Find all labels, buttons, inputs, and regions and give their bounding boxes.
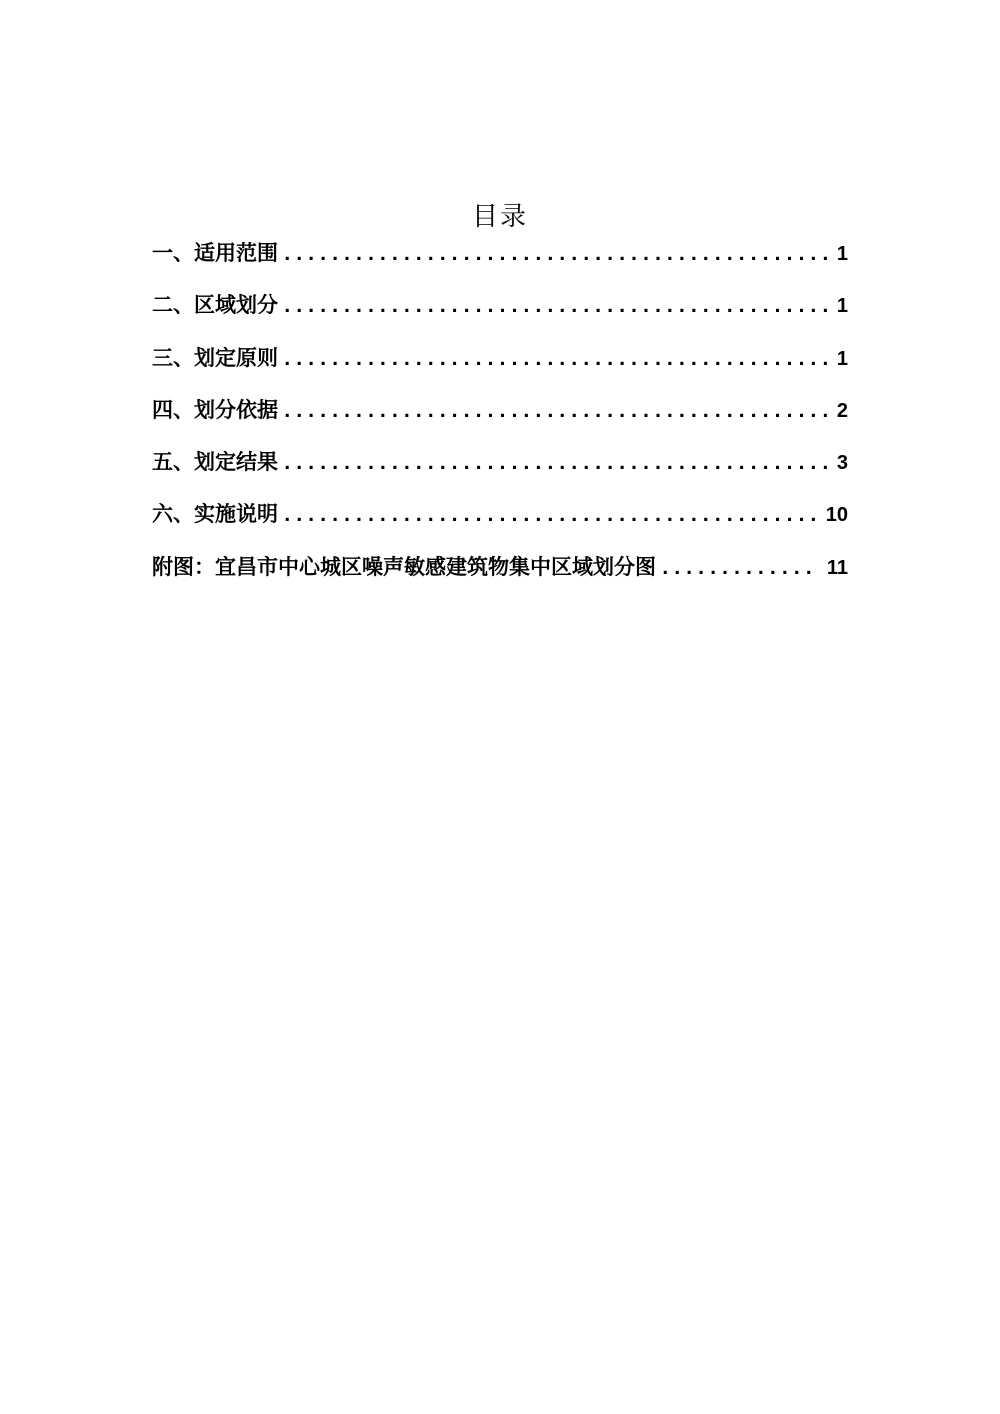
toc-entry-principles[interactable]: [152, 339, 848, 391]
toc-entry-label: 二、区域划分: [152, 293, 278, 318]
toc-dot-leader: [284, 288, 827, 326]
toc-entry-label: 五、划定结果: [152, 450, 278, 475]
toc-dot-leader: [284, 236, 827, 274]
toc-entry-division[interactable]: [152, 286, 848, 338]
toc-entry-scope[interactable]: [152, 234, 848, 286]
toc-entry-results[interactable]: [152, 443, 848, 495]
toc-dot-leader: [284, 393, 827, 431]
toc-entry-label: 六、实施说明: [152, 502, 278, 527]
toc-page-number: 10: [825, 504, 848, 527]
toc-entry-appendix-map[interactable]: [152, 548, 848, 600]
toc-entry-label: 附图：宜昌市中心城区噪声敏感建筑物集中区域划分图: [152, 554, 656, 579]
toc-page-number: 3: [836, 452, 848, 475]
table-of-contents: [152, 234, 848, 600]
toc-page-number: 1: [836, 347, 848, 370]
toc-page-number: 1: [836, 295, 848, 318]
toc-entry-label: 四、划分依据: [152, 397, 278, 422]
toc-entry-basis[interactable]: [152, 391, 848, 443]
toc-page-number: 11: [826, 556, 848, 579]
toc-entry-label: 一、适用范围: [152, 241, 278, 265]
toc-dot-leader: [284, 497, 816, 535]
toc-entry-implementation[interactable]: [152, 495, 848, 547]
toc-page-number: 1: [836, 243, 848, 265]
toc-title: 目录: [471, 202, 528, 233]
toc-dot-leader: [662, 550, 817, 588]
toc-dot-leader: [284, 445, 827, 483]
toc-dot-leader: [284, 341, 827, 379]
toc-page-number: 2: [836, 399, 848, 422]
toc-entry-label: 三、划定原则: [152, 345, 278, 370]
